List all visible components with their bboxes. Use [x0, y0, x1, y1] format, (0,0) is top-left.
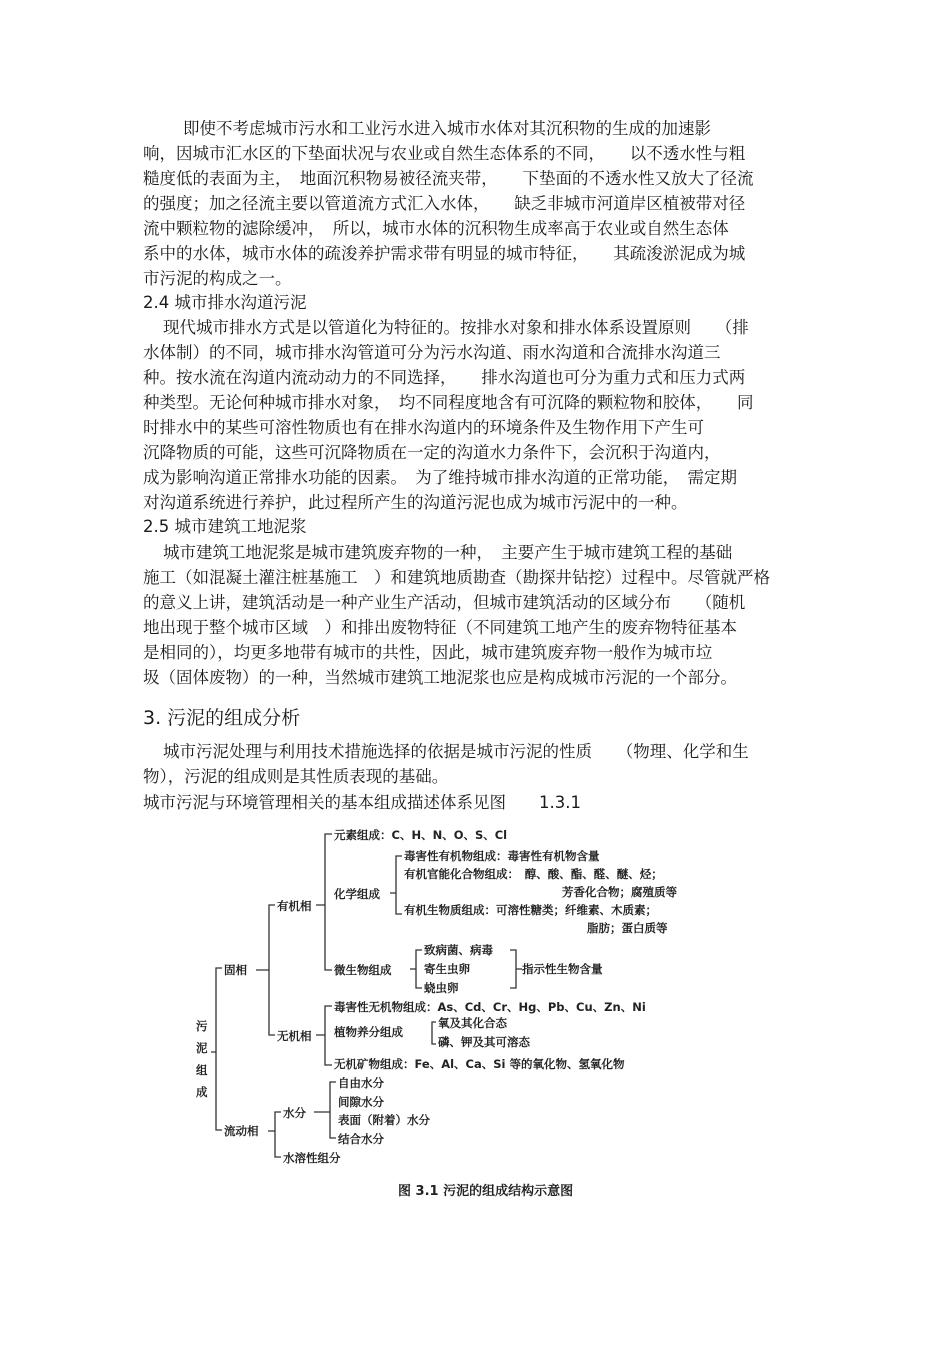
paragraph-line: 糙度低的表面为主， 地面沉积物易被径流夹带， 下垫面的不透水性又放大了径流	[143, 169, 754, 188]
paragraph-line: 种类型。无论何种城市排水对象， 均不同程度地含有可沉降的颗粒物和胶体， 同	[143, 393, 754, 412]
root-bracket	[211, 968, 222, 1130]
paragraph-line: 物），污泥的组成则是其性质表现的基础。	[143, 767, 449, 786]
toxic-organic: 毒害性有机物组成：毒害性有机物含量	[404, 849, 600, 863]
water-soluble: 水溶性组分	[283, 1151, 341, 1165]
plant-nutrients-bracket	[432, 1022, 436, 1044]
organic-bio-line-2: 脂肪；蛋白质等	[587, 921, 668, 935]
solid-phase-label: 固相	[224, 963, 247, 977]
section-heading: 3. 污泥的组成分析	[143, 707, 301, 729]
parasite-eggs: 寄生虫卵	[424, 962, 470, 976]
diagram-root-char: 泥	[196, 1041, 208, 1055]
paragraph-line: 的意义上讲，建筑活动是一种产业生产活动，但城市建筑活动的区域分布 （随机	[143, 593, 746, 612]
section-heading: 2.4 城市排水沟道污泥	[143, 293, 307, 312]
organic-phase-bracket	[316, 834, 332, 970]
water-label: 水分	[283, 1106, 306, 1120]
paragraph-line: 即使不考虑城市污水和工业污水进入城市水体对其沉积物的生成的加速影	[183, 119, 711, 138]
fluid-phase-label: 流动相	[224, 1124, 259, 1138]
paragraph-line: 的强度；加之径流主要以管道流方式汇入水体， 缺乏非城市河道岸区植被带对径	[143, 194, 746, 213]
paragraph-line: 响，因城市汇水区的下垫面状况与农业或自然生态体系的不同， 以不透水性与粗	[143, 144, 746, 163]
fluid-phase-bracket	[268, 1112, 281, 1157]
paragraph-line: 城市污泥处理与利用技术措施选择的依据是城市污泥的性质 （物理、化学和生	[163, 742, 749, 761]
plant-nutrients-label: 植物养分组成	[334, 1025, 403, 1039]
paragraph-line: 现代城市排水方式是以管道化为特征的。按排水对象和排水体系设置原则 （排	[163, 318, 749, 337]
toxic-inorganic: 毒害性无机物组成：As、Cd、Cr、Hg、Pb、Cu、Zn、Ni	[334, 1000, 646, 1014]
diagram-root-char: 成	[196, 1085, 208, 1099]
paragraph-line: 城市污泥与环境管理相关的基本组成描述体系见图 1.3.1	[143, 793, 581, 812]
diagram-root-char: 组	[196, 1063, 208, 1077]
nitrogen-compounds: 氧及其化合态	[438, 1016, 507, 1030]
paragraph-line: 是相同的），均更多地带有城市的共性，因此，城市建筑废弃物一般作为城市垃	[143, 643, 713, 662]
water-bracket	[314, 1082, 336, 1138]
inorganic-minerals: 无机矿物组成：Fe、Al、Ca、Si 等的氧化物、氢氧化物	[334, 1057, 625, 1071]
paragraph-line: 系中的水体，城市水体的疏浚养护需求带有明显的城市特征， 其疏浚淤泥成为城	[143, 244, 746, 263]
surface-water: 表面（附着）水分	[338, 1113, 430, 1127]
paragraph-line: 施工（如混凝土灌注桩基施工 ）和建筑地质勘查（勘探井钻挖）过程中。尽管就严格	[143, 568, 770, 587]
paragraph-line: 时排水中的某些可溶性物质也有在排水沟道内的环境条件及生物作用下产生可	[143, 418, 704, 437]
paragraph-line: 对沟道系统进行养护，此过程所产生的沟道污泥也成为城市污泥中的一种。	[143, 493, 688, 512]
paragraph-line: 市污泥的构成之一。	[143, 269, 292, 288]
phosphorus-potassium: 磷、钾及其可溶态	[438, 1035, 530, 1049]
free-water: 自由水分	[338, 1076, 384, 1090]
figure-caption: 图 3.1 污泥的组成结构示意图	[398, 1184, 574, 1199]
section-heading: 2.5 城市建筑工地泥浆	[143, 517, 307, 536]
paragraph-line: 圾（固体废物）的一种，当然城市建筑工地泥浆也应是构成城市污泥的一个部分。	[143, 668, 737, 687]
element-composition: 元素组成：C、H、N、O、S、Cl	[334, 828, 508, 842]
indicator-bracket	[510, 950, 522, 988]
coliform-eggs: 蛲虫卵	[424, 981, 459, 995]
paragraph-line: 流中颗粒物的滤除缓冲， 所以，城市水体的沉积物生成率高于农业或自然生态体	[143, 219, 729, 238]
inorganic-phase-label: 无机相	[277, 1029, 312, 1043]
paragraph-line: 城市建筑工地泥浆是城市建筑废弃物的一种， 主要产生于城市建筑工程的基础	[163, 543, 733, 562]
chemical-composition-label: 化学组成	[334, 887, 380, 901]
organic-phase-label: 有机相	[277, 899, 312, 913]
paragraph-line: 地出现于整个城市区域 ）和排出废物特征（不同建筑工地产生的废弃物特征基本	[143, 618, 737, 637]
bound-water: 结合水分	[338, 1132, 384, 1146]
solid-phase-bracket	[256, 905, 275, 1035]
paragraph-line: 种。按水流在沟道内流动动力的不同选择， 排水沟道也可分为重力式和压力式两	[143, 368, 746, 387]
chemical-composition-bracket	[390, 856, 402, 914]
microbial-bracket	[410, 950, 422, 988]
inorganic-phase-bracket	[316, 1006, 332, 1065]
indicator-organisms: 指示性生物含量	[522, 962, 603, 976]
microbial-composition-label: 微生物组成	[334, 963, 392, 977]
paragraph-line: 成为影响沟道正常排水功能的因素。 为了维持城市排水沟道的正常功能， 需定期	[143, 468, 737, 487]
organic-functional-line-1: 有机官能化合物组成： 醇、酸、酯、醛、醚、烃；	[404, 867, 663, 881]
organic-functional-line-2: 芳香化合物；腐殖质等	[562, 885, 677, 899]
paragraph-line: 沉降物质的可能，这些可沉降物质在一定的沟道水力条件下，会沉积于沟道内，	[143, 443, 721, 462]
organic-bio-line-1: 有机生物质组成：可溶性糖类；纤维素、木质素；	[404, 903, 657, 917]
pathogens: 致病菌、病毒	[424, 943, 493, 957]
paragraph-line: 水体制）的不同，城市排水沟管道可分为污水沟道、雨水沟道和合流排水沟道三	[143, 343, 721, 362]
diagram-root-char: 污	[196, 1019, 208, 1033]
interstitial-water: 间隙水分	[338, 1095, 384, 1109]
